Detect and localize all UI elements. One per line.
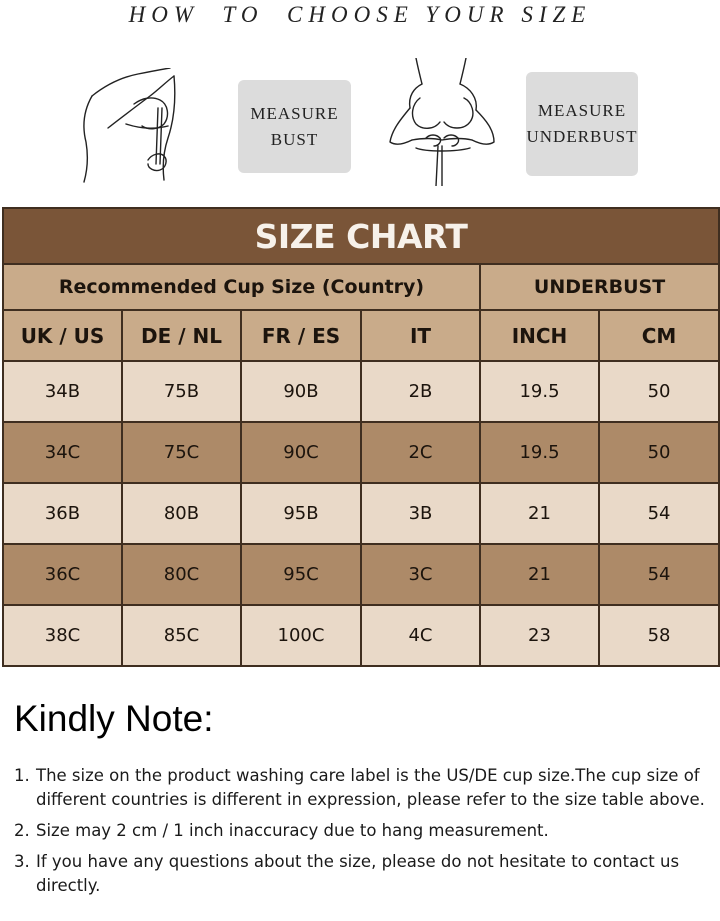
column-header: DE / NL — [122, 310, 241, 361]
list-item — [14, 819, 710, 843]
table-cell: 36B — [3, 483, 122, 544]
measure-bust-label — [238, 80, 351, 173]
note-text: Size may 2 cm / 1 inch inaccuracy due to hang measurement. — [36, 821, 549, 840]
table-cell: 50 — [599, 361, 719, 422]
notes-list — [14, 764, 710, 905]
measure-bust-figure-icon — [78, 68, 188, 186]
column-header: CM — [599, 310, 719, 361]
list-item — [14, 850, 710, 898]
kindly-note-heading: Kindly Note: — [14, 698, 214, 739]
measure-underbust-label — [526, 72, 638, 176]
table-cell: 95B — [241, 483, 361, 544]
table-cell: 58 — [599, 605, 719, 666]
table-cell: 54 — [599, 544, 719, 605]
how-to-choose-title: HOW TO CHOOSE YOUR SIZE — [128, 2, 592, 27]
table-row — [3, 544, 719, 605]
column-header: INCH — [480, 310, 599, 361]
note-text: The size on the product washing care label is the US/DE cup size.The cup size of different countries is different in expression, please refer to the size table above. — [36, 766, 705, 809]
note-text: If you have any questions about the size, please do not hesitate to contact us directly. — [36, 852, 680, 895]
table-cell: 95C — [241, 544, 361, 605]
column-header: FR / ES — [241, 310, 361, 361]
table-cell: 19.5 — [480, 422, 599, 483]
note-number: 2. — [14, 821, 30, 840]
table-cell: 90B — [241, 361, 361, 422]
measure-underbust-figure-icon — [386, 58, 498, 186]
note-number: 3. — [14, 852, 30, 871]
table-cell: 50 — [599, 422, 719, 483]
table-cell: 75B — [122, 361, 241, 422]
table-cell: 2C — [361, 422, 480, 483]
size-chart-title: SIZE CHART — [3, 208, 719, 264]
table-cell: 80B — [122, 483, 241, 544]
measure-bust-line-1: MEASURE — [250, 103, 339, 123]
measure-underbust-line-2: UNDERBUST — [526, 127, 638, 146]
table-cell: 38C — [3, 605, 122, 666]
table-cell: 90C — [241, 422, 361, 483]
size-chart-column-row — [3, 310, 719, 361]
measure-bust-line-2: BUST — [270, 129, 319, 149]
table-cell: 85C — [122, 605, 241, 666]
table-cell: 54 — [599, 483, 719, 544]
table-row — [3, 361, 719, 422]
table-row — [3, 605, 719, 666]
column-header: IT — [361, 310, 480, 361]
size-chart-table — [2, 207, 720, 667]
table-cell: 75C — [122, 422, 241, 483]
underbust-group-header: UNDERBUST — [480, 264, 719, 310]
table-cell: 3C — [361, 544, 480, 605]
note-number: 1. — [14, 766, 30, 785]
size-chart-group-row — [3, 264, 719, 310]
table-cell: 36C — [3, 544, 122, 605]
table-cell: 21 — [480, 544, 599, 605]
table-cell: 2B — [361, 361, 480, 422]
table-cell: 23 — [480, 605, 599, 666]
list-item — [14, 764, 710, 812]
table-cell: 21 — [480, 483, 599, 544]
size-chart-title-row — [3, 208, 719, 264]
table-row — [3, 483, 719, 544]
column-header: UK / US — [3, 310, 122, 361]
table-row — [3, 422, 719, 483]
cup-size-group-header: Recommended Cup Size (Country) — [3, 264, 480, 310]
table-cell: 4C — [361, 605, 480, 666]
measure-underbust-line-1: MEASURE — [537, 101, 627, 120]
table-cell: 100C — [241, 605, 361, 666]
table-cell: 34B — [3, 361, 122, 422]
table-cell: 19.5 — [480, 361, 599, 422]
table-cell: 80C — [122, 544, 241, 605]
table-cell: 3B — [361, 483, 480, 544]
table-cell: 34C — [3, 422, 122, 483]
